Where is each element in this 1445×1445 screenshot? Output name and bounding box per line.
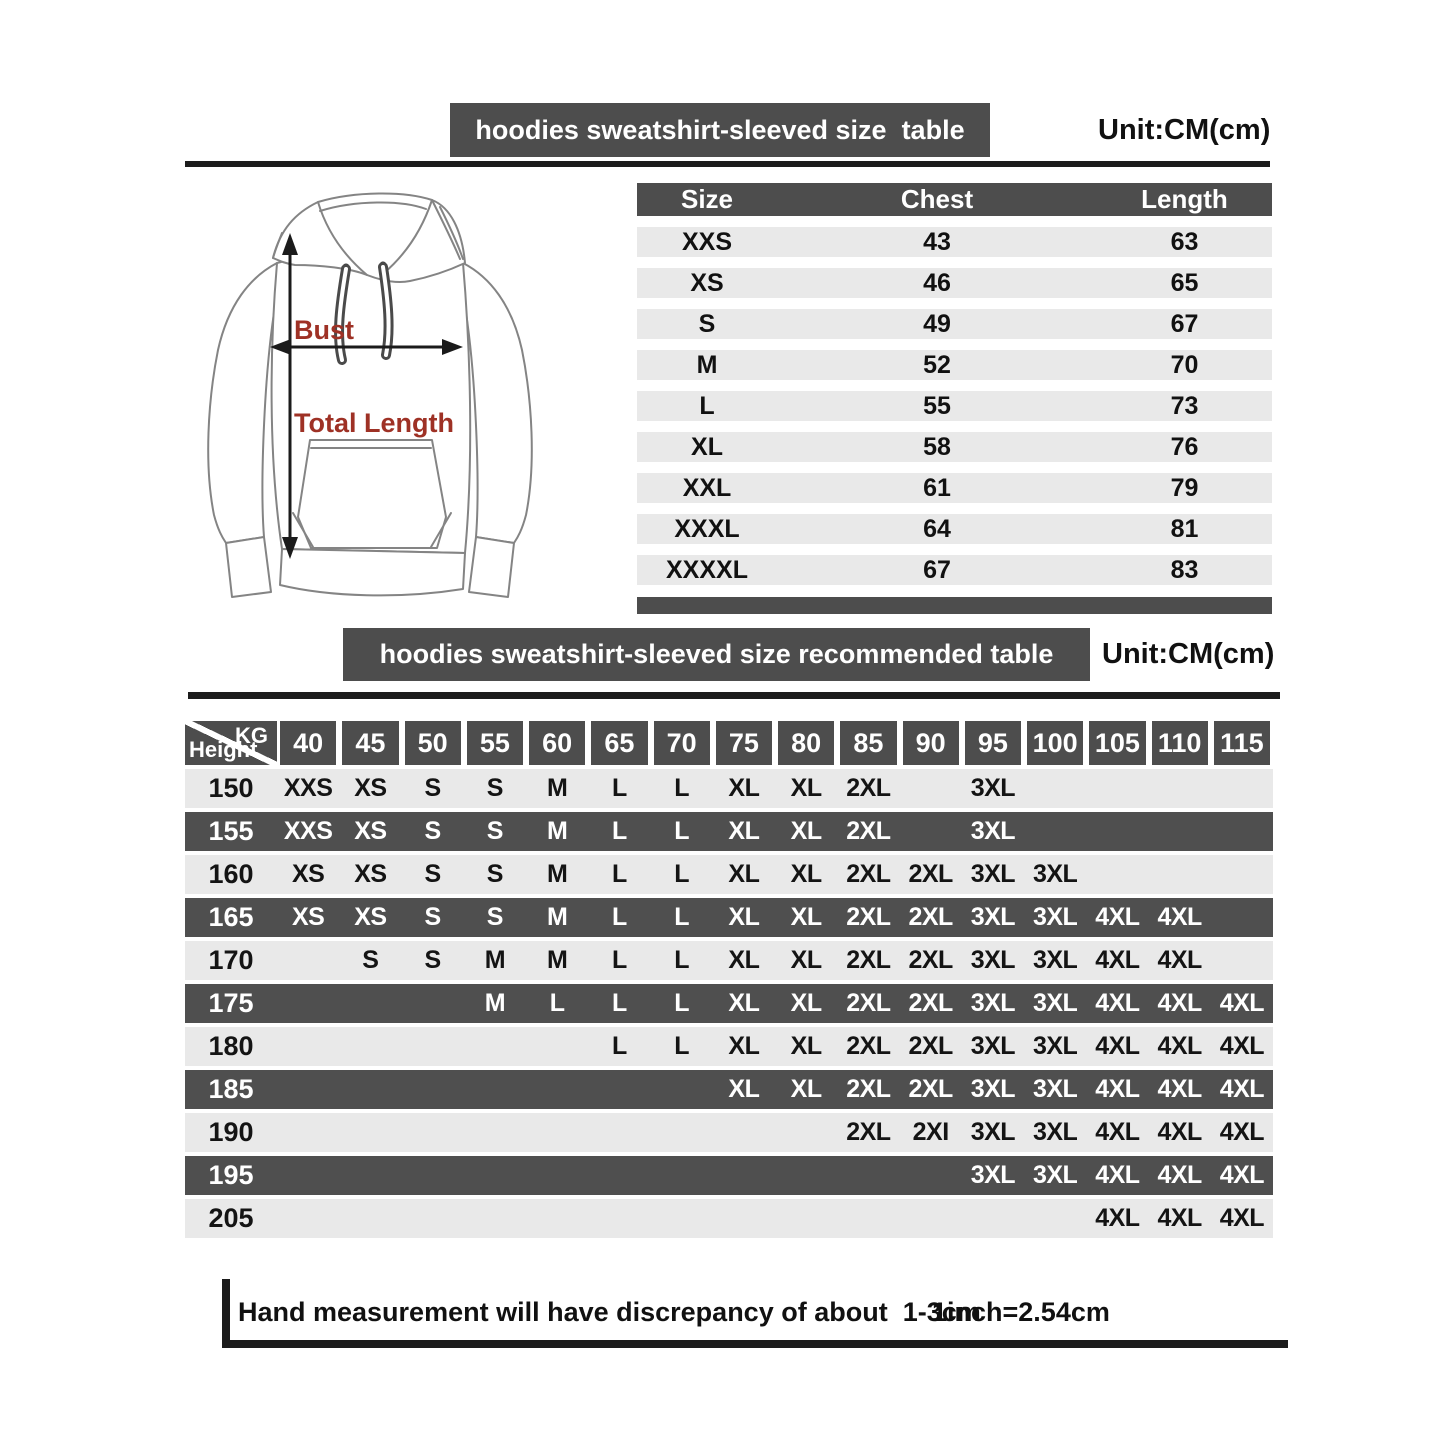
size-table-row (637, 268, 1272, 298)
recommended-size-matrix (185, 721, 1273, 1238)
recommended-size-cell: S (424, 774, 441, 802)
recommended-size-cell: 4XL (1157, 1032, 1202, 1060)
kg-column-header: 40 (280, 721, 336, 765)
recommended-size-cell: 2XL (908, 946, 953, 974)
recommended-size-cell: L (611, 946, 627, 974)
recommended-size-cell: L (674, 860, 690, 888)
kg-column-header: 90 (903, 721, 959, 765)
kg-column-header: 55 (467, 721, 523, 765)
kg-column-header: 65 (591, 721, 647, 765)
recommended-size-cell: 3XL (970, 946, 1016, 974)
recommended-size-cell: 4XL (1095, 946, 1140, 974)
recommended-size-cell: 4XL (1219, 1118, 1265, 1146)
recommended-size-cell: XS (291, 860, 325, 888)
recommended-size-cell: XL (790, 989, 822, 1017)
recommended-size-cell: XL (728, 860, 760, 888)
size-table-row (637, 432, 1272, 462)
recommended-size-cell: 2XL (846, 903, 891, 931)
kg-column-header: 100 (1027, 721, 1083, 765)
recommended-size-cell: 4XL (1157, 946, 1202, 974)
height-label: 190 (208, 1117, 254, 1147)
recommended-size-cell: 2XL (908, 989, 953, 1017)
recommended-size-cell: 2XL (908, 1032, 953, 1060)
recommended-size-cell: S (424, 903, 441, 931)
recommended-size-cell: 4XL (1095, 1204, 1140, 1232)
recommended-size-cell: XXS (283, 774, 333, 802)
footer-bottom-line (222, 1340, 1288, 1348)
size-cell: XXL (682, 473, 732, 502)
kg-column-header: 70 (654, 721, 710, 765)
height-label: 165 (208, 902, 254, 932)
recommended-size-cell: S (424, 817, 441, 845)
matrix-row-150 (185, 769, 1273, 808)
recommended-size-cell: S (486, 774, 503, 802)
chest-cell: 43 (923, 227, 951, 256)
recommended-size-cell: 4XL (1157, 1075, 1202, 1103)
length-cell: 79 (1170, 473, 1199, 502)
size-table-body (637, 227, 1272, 585)
matrix-body (185, 769, 1273, 1238)
chest-cell: 49 (923, 309, 951, 338)
matrix-header-row (185, 721, 1273, 765)
chest-cell: 64 (923, 514, 951, 543)
size-table-row (637, 309, 1272, 339)
recommended-size-cell: 2XL (846, 1075, 891, 1103)
recommended-size-cell: XXS (283, 817, 333, 845)
recommended-size-cell: XL (728, 1032, 760, 1060)
kg-column-header: 60 (529, 721, 585, 765)
recommended-size-cell: L (611, 860, 627, 888)
hoodie-right-sleeve (463, 263, 532, 543)
height-label: 180 (208, 1031, 254, 1061)
size-table-row (637, 473, 1272, 503)
size-cell: XS (690, 268, 724, 297)
recommended-size-cell: XS (354, 860, 387, 888)
recommended-size-cell: M (484, 989, 506, 1017)
recommended-size-cell: 3XL (1032, 1032, 1078, 1060)
recommended-size-cell: XL (728, 989, 760, 1017)
kg-column-header: 45 (342, 721, 398, 765)
recommended-size-cell: L (611, 989, 627, 1017)
chest-cell: 61 (923, 473, 951, 502)
footer-left-bar (222, 1279, 230, 1347)
kg-axis-label: KG (235, 723, 268, 748)
kg-column-header: 85 (840, 721, 896, 765)
kg-column-header: 95 (965, 721, 1021, 765)
total-length-label: Total Length (294, 408, 454, 438)
size-cell: M (696, 350, 718, 379)
recommended-size-cell: XL (728, 946, 760, 974)
recommended-size-cell: L (674, 989, 690, 1017)
hoodie-left-sleeve (208, 263, 277, 543)
kg-column-header: 75 (716, 721, 772, 765)
matrix-row-180 (185, 1027, 1273, 1066)
recommended-size-cell: 3XL (1032, 1118, 1078, 1146)
size-cell: XXXL (674, 514, 740, 543)
recommended-size-cell: M (546, 817, 568, 845)
recommended-size-cell: 3XL (1032, 903, 1078, 931)
recommended-size-cell: 4XL (1157, 903, 1202, 931)
recommended-size-cell: XS (291, 903, 325, 931)
recommended-size-cell: 2XL (846, 1118, 891, 1146)
height-label: 175 (208, 988, 254, 1018)
recommended-size-cell: 4XL (1095, 1032, 1140, 1060)
recommended-size-cell: 3XL (970, 1118, 1016, 1146)
recommended-size-cell: L (674, 903, 690, 931)
recommended-size-cell: 3XL (970, 903, 1016, 931)
recommended-size-cell: M (546, 946, 568, 974)
size-table-row (637, 391, 1272, 421)
recommended-size-cell: 4XL (1157, 1118, 1202, 1146)
height-axis-label: Height (189, 737, 258, 762)
size-column-header: Size (680, 184, 734, 214)
recommended-size-cell: 4XL (1219, 1032, 1265, 1060)
recommended-size-cell: S (362, 946, 379, 974)
length-cell: 63 (1170, 227, 1199, 256)
recommended-size-cell: 4XL (1095, 989, 1140, 1017)
divider-line-middle (188, 692, 1280, 699)
matrix-row-170 (185, 941, 1273, 980)
length-cell: 70 (1170, 350, 1199, 379)
section2-unit-label: Unit:CM(cm) (1102, 638, 1275, 670)
recommended-size-cell: 4XL (1219, 1161, 1265, 1189)
divider-line-top (185, 161, 1270, 167)
height-label: 185 (208, 1074, 254, 1104)
recommended-size-cell: 2XL (908, 903, 953, 931)
chest-cell: 67 (923, 555, 951, 584)
kg-column-header: 50 (405, 721, 461, 765)
recommended-size-cell: 2XL (846, 817, 891, 845)
measurement-note: Hand measurement will have discrepancy of about 1-3cm (238, 1296, 981, 1327)
recommended-size-cell: XL (728, 903, 760, 931)
length-cell: 67 (1170, 309, 1199, 338)
matrix-row-195 (185, 1156, 1273, 1195)
size-cell: XL (691, 432, 723, 461)
matrix-row-165 (185, 898, 1273, 937)
recommended-size-cell: S (486, 903, 503, 931)
size-table-header (637, 183, 1272, 216)
recommended-size-cell: XL (790, 774, 822, 802)
recommended-size-cell: 3XL (970, 774, 1016, 802)
recommended-size-cell: 3XL (970, 817, 1016, 845)
matrix-row-190 (185, 1113, 1273, 1152)
recommended-size-cell: M (546, 774, 568, 802)
recommended-size-cell: XL (790, 817, 822, 845)
matrix-row-205 (185, 1199, 1273, 1238)
size-cell: L (699, 391, 715, 420)
recommended-size-cell: 2XI (912, 1118, 949, 1146)
matrix-row-160 (185, 855, 1273, 894)
chest-cell: 46 (923, 268, 951, 297)
hoodie-measurement-diagram (170, 185, 610, 625)
recommended-size-cell: L (674, 817, 690, 845)
recommended-size-cell: XL (790, 903, 822, 931)
recommended-size-cell: M (546, 903, 568, 931)
size-table (637, 183, 1272, 614)
recommended-size-cell: 4XL (1095, 903, 1140, 931)
section1-title-bar (450, 103, 990, 157)
recommended-size-cell: M (484, 946, 506, 974)
recommended-size-cell: S (424, 860, 441, 888)
recommended-size-cell: 4XL (1095, 1118, 1140, 1146)
recommended-size-cell: XS (354, 774, 387, 802)
recommended-size-cell: 3XL (970, 989, 1016, 1017)
inch-conversion-note: 1inch=2.54cm (932, 1296, 1110, 1327)
recommended-size-cell: 3XL (1032, 1075, 1078, 1103)
recommended-size-cell: 3XL (1032, 860, 1078, 888)
recommended-size-cell: L (611, 817, 627, 845)
size-table-row (637, 227, 1272, 257)
recommended-size-cell: XL (790, 860, 822, 888)
section1-title: hoodies sweatshirt-sleeved size table (475, 114, 965, 145)
recommended-size-cell: S (424, 946, 441, 974)
recommended-size-cell: 4XL (1157, 1161, 1202, 1189)
length-cell: 73 (1170, 391, 1199, 420)
matrix-row-155 (185, 812, 1273, 851)
recommended-size-cell: 3XL (970, 1032, 1016, 1060)
kg-column-header: 80 (778, 721, 834, 765)
kg-column-header: 110 (1152, 721, 1208, 765)
length-column-header: Length (1141, 184, 1228, 214)
matrix-row-185 (185, 1070, 1273, 1109)
height-label: 155 (208, 816, 254, 846)
recommended-size-cell: L (674, 946, 690, 974)
recommended-size-cell: L (674, 774, 690, 802)
recommended-size-cell: 4XL (1219, 1075, 1265, 1103)
height-label: 170 (208, 945, 254, 975)
recommended-size-cell: 2XL (846, 1032, 891, 1060)
chest-column-header: Chest (900, 184, 974, 214)
recommended-size-cell: 4XL (1095, 1161, 1140, 1189)
recommended-size-cell: 4XL (1095, 1075, 1140, 1103)
recommended-size-cell: 3XL (970, 1075, 1016, 1103)
recommended-size-cell: 3XL (1032, 946, 1078, 974)
length-cell: 81 (1170, 514, 1199, 543)
section1-unit-label: Unit:CM(cm) (1098, 113, 1271, 146)
kg-column-header: 115 (1214, 721, 1270, 765)
recommended-size-cell: 4XL (1157, 989, 1202, 1017)
recommended-size-cell: 3XL (1032, 1161, 1078, 1189)
recommended-size-cell: XS (354, 817, 387, 845)
height-label: 150 (208, 773, 254, 803)
recommended-size-cell: S (486, 817, 503, 845)
recommended-size-cell: 3XL (970, 860, 1016, 888)
recommended-size-cell: 4XL (1157, 1204, 1202, 1232)
kg-column-header: 105 (1089, 721, 1145, 765)
recommended-size-cell: XL (728, 817, 760, 845)
hoodie-right-cuff (469, 537, 514, 597)
length-cell: 76 (1170, 432, 1199, 461)
recommended-size-cell: 2XL (846, 774, 891, 802)
recommended-size-cell: 2XL (908, 1075, 953, 1103)
length-cell: 65 (1170, 268, 1199, 297)
length-cell: 83 (1170, 555, 1199, 584)
hoodie-left-cuff (226, 537, 271, 597)
size-cell: XXXXL (666, 555, 748, 584)
size-table-row (637, 514, 1272, 544)
chest-cell: 58 (923, 432, 951, 461)
recommended-size-cell: XL (790, 1032, 822, 1060)
recommended-size-cell: L (611, 774, 627, 802)
recommended-size-cell: XL (790, 946, 822, 974)
recommended-size-cell: 4XL (1219, 1204, 1265, 1232)
recommended-size-cell: L (674, 1032, 690, 1060)
recommended-size-cell: XS (354, 903, 387, 931)
recommended-size-cell: 3XL (1032, 989, 1078, 1017)
size-cell: XXS (681, 227, 733, 256)
section2-title-bar (343, 628, 1090, 681)
recommended-size-cell: M (546, 860, 568, 888)
recommended-size-cell: L (549, 989, 565, 1017)
size-table-row (637, 350, 1272, 380)
section2-title: hoodies sweatshirt-sleeved size recommended table (379, 639, 1054, 669)
recommended-size-cell: XL (728, 774, 760, 802)
recommended-size-cell: XL (790, 1075, 822, 1103)
matrix-corner-cell (185, 721, 277, 765)
recommended-size-cell: 2XL (846, 989, 891, 1017)
height-label: 205 (208, 1203, 254, 1233)
hoodie-pocket (298, 440, 446, 548)
recommended-size-cell: 2XL (846, 860, 891, 888)
recommended-size-cell: S (486, 860, 503, 888)
height-label: 195 (208, 1160, 254, 1190)
recommended-size-cell: 2XL (908, 860, 953, 888)
recommended-size-cell: L (611, 903, 627, 931)
recommended-size-cell: L (611, 1032, 627, 1060)
recommended-size-cell: XL (728, 1075, 760, 1103)
recommended-size-cell: 2XL (846, 946, 891, 974)
chest-cell: 55 (923, 391, 951, 420)
bust-label: Bust (294, 315, 354, 345)
chest-cell: 52 (923, 350, 951, 379)
size-table-row (637, 555, 1272, 585)
matrix-row-175 (185, 984, 1273, 1023)
recommended-size-cell: 3XL (970, 1161, 1016, 1189)
size-cell: S (698, 309, 716, 338)
height-label: 160 (208, 859, 254, 889)
recommended-size-cell: 4XL (1219, 989, 1265, 1017)
size-table-bottom-bar (637, 597, 1272, 614)
hoodie-bottom-band (280, 549, 465, 595)
